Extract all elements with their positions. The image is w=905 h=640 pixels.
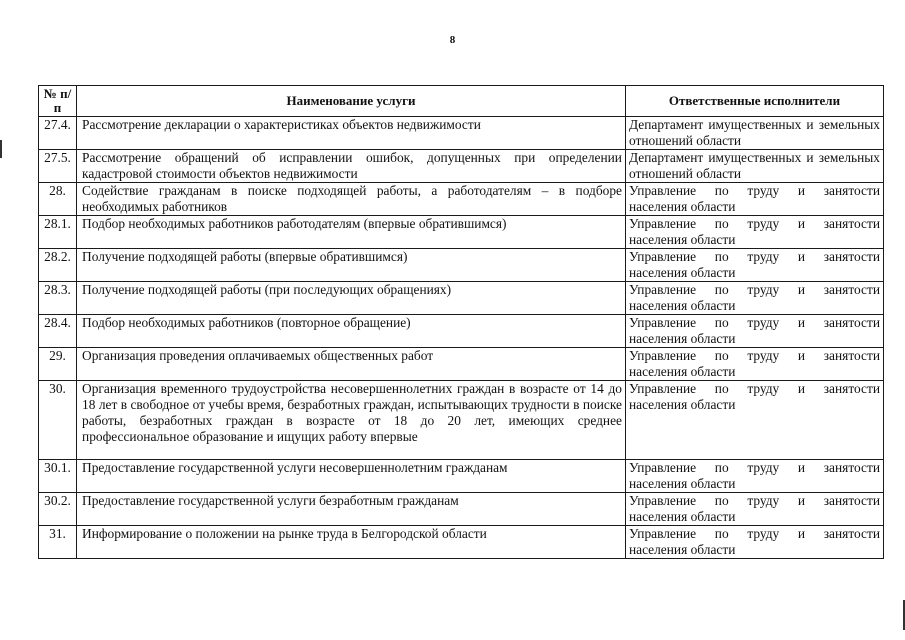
row-num: 31. — [39, 526, 77, 559]
row-executors: Департамент имущественных и земельных отношений области — [625, 117, 883, 150]
row-num: 27.5. — [39, 150, 77, 183]
row-num: 28.4. — [39, 315, 77, 348]
row-num: 29. — [39, 348, 77, 381]
row-service-name: Рассмотрение обращений об исправлении ошибок, допущенных при определении кадастровой стоимости объектов недвижимости — [77, 150, 626, 183]
header-executors: Ответственные исполнители — [625, 86, 883, 117]
row-executors: Управление по труду и занятости населения области — [625, 183, 883, 216]
row-service-name: Организация проведения оплачиваемых общественных работ — [77, 348, 626, 381]
row-service-name: Предоставление государственной услуги несовершеннолетним гражданам — [77, 460, 626, 493]
table-row — [39, 150, 884, 183]
scan-edge-mark — [0, 140, 2, 158]
row-service-name: Содействие гражданам в поиске подходящей работы, а работодателям – в подборе необходимых работников — [77, 183, 626, 216]
table-row — [39, 493, 884, 526]
table-row — [39, 526, 884, 559]
table-body — [39, 117, 884, 559]
page-number: 8 — [449, 34, 456, 46]
table-header — [39, 86, 884, 117]
services-table — [38, 85, 884, 559]
row-executors: Управление по труду и занятости населения области — [625, 381, 883, 460]
row-executors: Департамент имущественных и земельных отношений области — [625, 150, 883, 183]
table-row — [39, 460, 884, 493]
row-num: 28. — [39, 183, 77, 216]
row-service-name: Предоставление государственной услуги безработным гражданам — [77, 493, 626, 526]
table-row — [39, 183, 884, 216]
table-row — [39, 216, 884, 249]
row-executors: Управление по труду и занятости населения области — [625, 216, 883, 249]
row-service-name: Рассмотрение декларации о характеристиках объектов недвижимости — [77, 117, 626, 150]
row-service-name: Подбор необходимых работников (повторное обращение) — [77, 315, 626, 348]
row-service-name: Получение подходящей работы (впервые обратившимся) — [77, 249, 626, 282]
header-num: № п/п — [39, 86, 77, 117]
table-row — [39, 249, 884, 282]
row-executors: Управление по труду и занятости населения области — [625, 493, 883, 526]
row-executors: Управление по труду и занятости населения области — [625, 249, 883, 282]
table-row — [39, 282, 884, 315]
table-header-row — [39, 86, 884, 117]
table-row — [39, 381, 884, 460]
row-num: 30.1. — [39, 460, 77, 493]
row-executors: Управление по труду и занятости населения области — [625, 282, 883, 315]
row-service-name: Организация временного трудоустройства несовершеннолетних граждан в возрасте от 14 до 18 лет в свободное от учебы время, безработных граждан, испытывающих трудности в поиске работы, безработных граждан в возрасте от 18 до 20 лет, имеющих среднее профессиональное образование и ищущих работу впервые — [77, 381, 626, 460]
table-row — [39, 315, 884, 348]
row-executors: Управление по труду и занятости населения области — [625, 460, 883, 493]
table-row — [39, 117, 884, 150]
row-service-name: Подбор необходимых работников работодателям (впервые обратившимся) — [77, 216, 626, 249]
row-service-name: Информирование о положении на рынке труда в Белгородской области — [77, 526, 626, 559]
row-num: 30. — [39, 381, 77, 460]
row-num: 30.2. — [39, 493, 77, 526]
row-num: 28.3. — [39, 282, 77, 315]
row-num: 27.4. — [39, 117, 77, 150]
row-executors: Управление по труду и занятости населения области — [625, 348, 883, 381]
row-executors: Управление по труду и занятости населения области — [625, 315, 883, 348]
table-row — [39, 348, 884, 381]
row-executors: Управление по труду и занятости населения области — [625, 526, 883, 559]
row-num: 28.1. — [39, 216, 77, 249]
row-num: 28.2. — [39, 249, 77, 282]
header-name: Наименование услуги — [77, 86, 626, 117]
row-service-name: Получение подходящей работы (при последующих обращениях) — [77, 282, 626, 315]
